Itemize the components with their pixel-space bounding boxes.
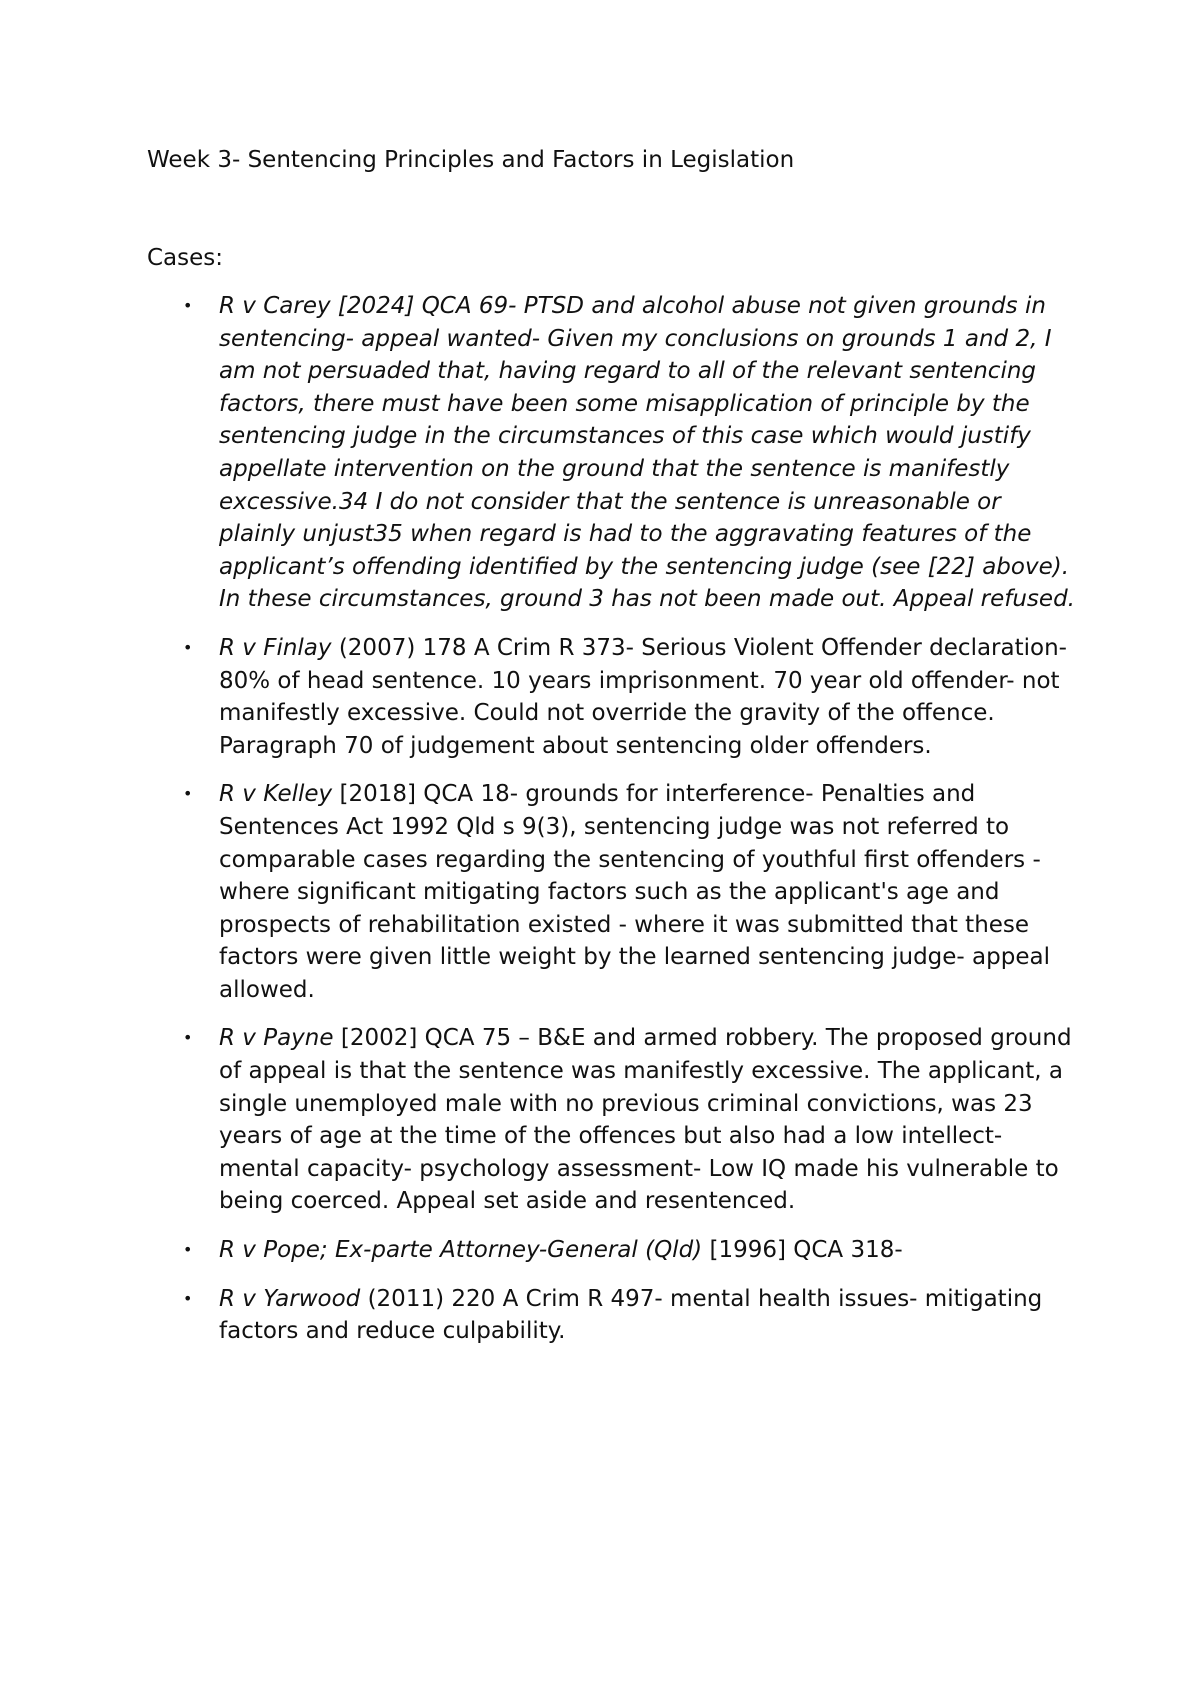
cases-heading: Cases: [147, 245, 224, 271]
case-detail: [2018] QCA 18- grounds for interference- Penalties and Sentences Act 1992 Qld s 9(3), sentencing judge was not referred to comparable cases regarding the sentencing of youthful first offenders - where significant mitigating factors such as the applicant's age and prospects of rehabilitation existed - where it was submitted that these factors were given little weight by the learned sentencing judge- appeal allowed. [219, 781, 1050, 1003]
case-detail: (2007) 178 A Crim R 373- Serious Violent Offender declaration- 80% of head sentence. 10 years imprisonment. 70 year old offender- not manifestly excessive. Could not override the gravity of the offence. Paragraph 70 of judgement about sentencing older offenders. [219, 634, 1067, 759]
case-text [219, 1283, 1077, 1348]
list-item-carey [147, 290, 1077, 616]
case-name: R v Finlay [219, 634, 332, 661]
case-list [147, 290, 1077, 1364]
list-item-payne [147, 1022, 1077, 1218]
bullet-icon: • [183, 1288, 193, 1308]
bullet-icon: • [183, 637, 193, 657]
case-name: R v Pope; Ex-parte Attorney-General (Qld) [219, 1237, 703, 1264]
case-text [219, 290, 1077, 616]
case-text [219, 778, 1077, 1006]
case-name: R v Kelley [219, 781, 333, 808]
bullet-icon: • [183, 296, 193, 315]
case-text [219, 1234, 1077, 1267]
bullet-icon: • [183, 1240, 193, 1260]
list-item-finlay [147, 632, 1077, 762]
bullet-icon: • [183, 1028, 193, 1048]
document-title: Week 3- Sentencing Principles and Factors in Legislation [147, 147, 795, 173]
list-item-yarwood [147, 1283, 1077, 1348]
case-detail: [2002] QCA 75 – B&E and armed robbery. The proposed ground of appeal is that the sentence was manifestly excessive. The applicant, a single unemployed male with no previous criminal convictions, was 23 years of age at the time of the offences but also had a low intellect- mental capacity- psychology assessment- Low IQ made his vulnerable to being coerced. Appeal set aside and resentenced. [219, 1025, 1072, 1215]
case-detail: (2011) 220 A Crim R 497- mental health issues- mitigating factors and reduce culpability. [219, 1285, 1043, 1345]
case-name: R v Payne [219, 1025, 334, 1052]
case-text [219, 632, 1077, 762]
case-name: R v Yarwood [219, 1285, 361, 1312]
case-text [219, 1022, 1077, 1218]
list-item-kelley [147, 778, 1077, 1006]
case-detail: [1996] QCA 318- [702, 1237, 903, 1264]
case-name: R v Carey [2024] QCA 69- PTSD and alcohol abuse not given grounds in sentencing- appeal wanted- Given my conclusions on grounds 1 and 2, I am not persuaded that, having regard to all of the relevant sentencing factors, there must have been some misapplication of principle by the sentencing judge in the circumstances of this case which would justify appellate intervention on the ground that the sentence is manifestly excessive.34 I do not consider that the sentence is unreasonable or plainly unjust35 when regard is had to the aggravating features of the applicant’s offending identified by the sentencing judge (see [22] above). In these circumstances, ground 3 has not been made out. Appeal refused. [219, 293, 1075, 613]
bullet-icon: • [183, 784, 193, 804]
list-item-pope [147, 1234, 1077, 1267]
